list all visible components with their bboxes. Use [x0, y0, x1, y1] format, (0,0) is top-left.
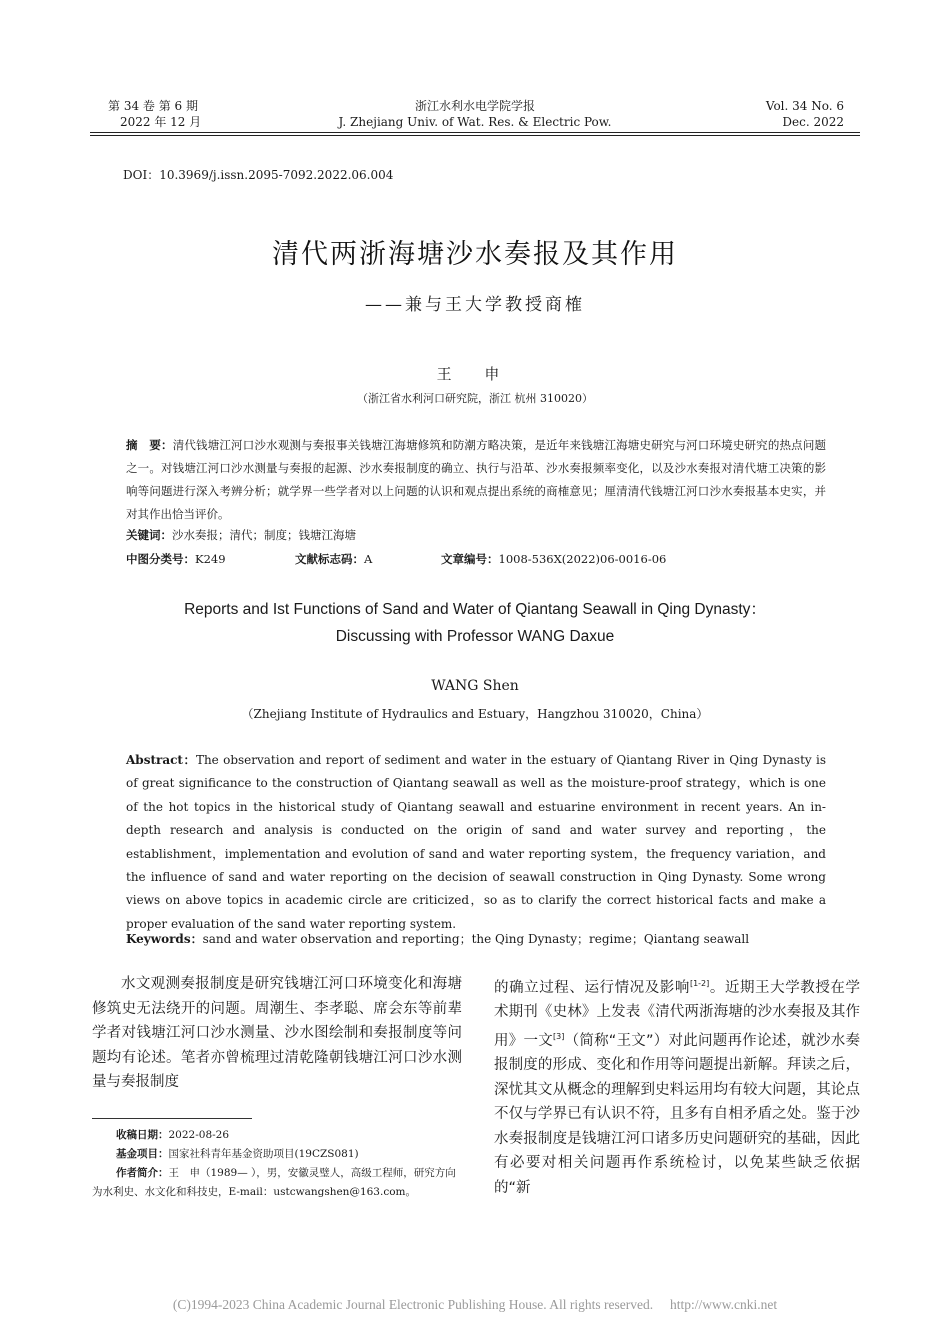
footnote-rule [92, 1118, 252, 1119]
page-title: 清代两浙海塘沙水奏报及其作用 [272, 239, 678, 270]
received-value: 2022-08-26 [168, 1129, 230, 1141]
clc-value: K249 [195, 552, 226, 566]
en-title [0, 596, 950, 650]
author-name: 王 申 [436, 365, 514, 383]
author-affiliation: （浙江省水利河口研究院，浙江 杭州 310020） [357, 392, 593, 405]
header-date: 2022 年 12 月 [120, 115, 202, 129]
bio-label: 作者简介： [116, 1167, 169, 1179]
fund-value: 国家社科青年基金资助项目(19CZS081) [168, 1148, 359, 1160]
en-keywords-label: Keywords： [126, 932, 203, 946]
citation-ref[interactable]: [3] [552, 1031, 565, 1041]
header-date-en: Dec. 2022 [782, 115, 844, 129]
body-text: 的确立过程、运行情况及影响 [494, 979, 690, 996]
body-right-column [494, 972, 860, 1200]
clc-group [126, 551, 226, 567]
body-paragraph: 水文观测奏报制度是研究钱塘江河口环境变化和海塘修筑史无法绕开的问题。周潮生、李孝聪、席会东等前辈学者对钱塘江河口沙水测量、沙水图绘制和奏报制度等问题均有论述。笔者亦曾梳理过清乾隆朝钱塘江河口沙水测量与奏报制度 [92, 976, 462, 1090]
cn-abstract [126, 434, 826, 526]
footnote-received [92, 1126, 462, 1145]
doi[interactable]: DOI：10.3969/j.issn.2095-7092.2022.06.004 [123, 168, 394, 182]
en-title-line1: Reports and Ist Functions of Sand and Water of Qiantang Seawall in Qing Dynasty： [184, 601, 766, 618]
article-no-label: 文章编号： [441, 552, 499, 566]
citation-ref[interactable]: [1-2] [689, 979, 710, 988]
article-no-group [441, 551, 666, 567]
cn-abstract-text: 清代钱塘江河口沙水观测与奏报事关钱塘江海塘修筑和防潮方略决策，是近年来钱塘江海塘史研究与河口环境史研究的热点问题之一。对钱塘江河口沙水测量与奏报的起源、沙水奏报制度的确立、执行与沿革、沙水奏报频率变化，以及沙水奏报对清代塘工决策的影响等问题进行深入考辨分析；就学界一些学者对以上问题的认识和观点提出系统的商榷意见；厘清清代钱塘江河口沙水奏报基本史实，并对其作出恰当评价。 [126, 438, 827, 521]
footnote-fund [92, 1145, 462, 1164]
header-journal-cn: 浙江水利水电学院学报 [414, 99, 535, 113]
en-abstract-text: The observation and report of sediment and water in the estuary of Qiantang River in Qing Dynasty is of great significance to the construction of Qiantang seawall as well as the moisture-proof strategy，which is one of the hot topics in the historical study of Qiantang seawall and estuarine environment in recent years. An in-depth research and analysis is conducted on the origin of sand and water survey and reporting，the establishment，implementation and evolution of sand and water reporting system，the frequency variation，and the influence of sand and water reporting on the decision of seawall construction in Qing Dynasty. Some wrong views on above topics in academic circle are criticized，so as to clarify the correct historical facts and make a proper evaluation of the sand water reporting system. [126, 753, 826, 931]
header-rule-bottom [90, 135, 860, 136]
cn-keywords [126, 527, 356, 543]
body-text: （简称“王文”）对此问题再作论述，就沙水奏报制度的形成、变化和作用等问题提出新解。拜读之后，深忧其文从概念的理解到史料运用均有较大问题，其论点不仅与学界已有认识不符，且多有自相矛盾之处。鉴于沙水奏报制度是钱塘江河口诸多历史问题研究的基础，因此有必要对相关问题再作系统检讨，以免某些缺乏依据的“新 [494, 1032, 860, 1196]
footnotes [92, 1126, 462, 1202]
doc-code-label: 文献标志码： [295, 552, 364, 566]
en-keywords [126, 930, 826, 947]
header-journal-en: J. Zhejiang Univ. of Wat. Res. & Electric Pow. [338, 115, 612, 129]
header-vol-no: Vol. 34 No. 6 [765, 99, 844, 113]
header-volume: 第 34 卷 第 6 期 [108, 99, 198, 113]
body-text: 。近期王大学教授在学术期刊《史林》上发表《清代两浙海塘的沙水奏报及其作用》一文 [494, 979, 860, 1049]
cn-keywords-label: 关键词： [126, 528, 172, 542]
article-no-value: 1008-536X(2022)06-0016-06 [498, 552, 667, 566]
en-affiliation: （Zhejiang Institute of Hydraulics and Estuary，Hangzhou 310020，China） [241, 707, 709, 721]
footnote-bio [92, 1164, 462, 1202]
en-abstract-label: Abstract： [126, 753, 196, 767]
received-label: 收稿日期： [116, 1129, 169, 1141]
cn-abstract-label: 摘 要： [126, 438, 173, 452]
copyright-footer: (C)1994-2023 China Academic Journal Electronic Publishing House. All rights reserved. http://www.cnki.net [172, 1297, 778, 1312]
fund-label: 基金项目： [116, 1148, 169, 1160]
clc-label: 中图分类号： [126, 552, 195, 566]
en-title-line2: Discussing with Professor WANG Daxue [335, 628, 615, 645]
en-keywords-text: sand and water observation and reporting；the Qing Dynasty；regime；Qiantang seawall [202, 932, 750, 946]
bio-value: 王 申（1989— ），男，安徽灵璧人，高级工程师，研究方向为水利史、水文化和科技史，E-mail：ustcwangshen@163.com。 [92, 1167, 456, 1198]
doc-code-group [295, 551, 372, 567]
cn-keywords-text: 沙水奏报；清代；制度；钱塘江海塘 [172, 528, 356, 542]
header-rule-top [90, 132, 860, 133]
header-vol-en [766, 98, 844, 130]
en-abstract [126, 749, 826, 936]
body-left-column [92, 972, 462, 1095]
doc-code-value: A [364, 552, 373, 566]
page-subtitle: ——兼与王大学教授商榷 [365, 295, 585, 315]
en-author: WANG Shen [431, 678, 519, 694]
